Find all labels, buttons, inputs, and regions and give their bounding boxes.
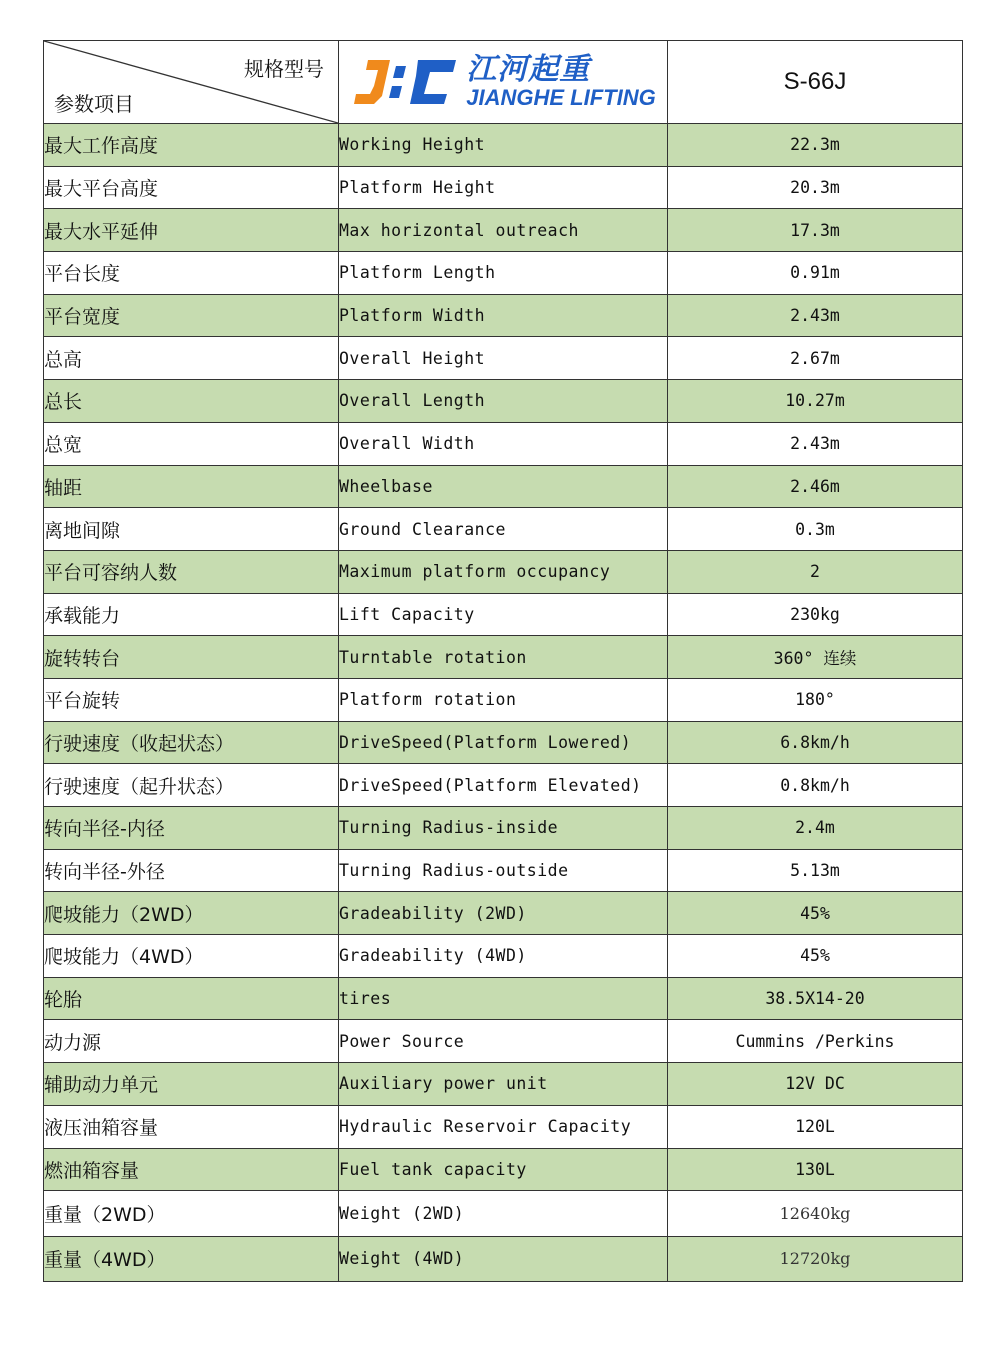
parameter-value: 2	[668, 550, 963, 593]
parameter-chinese: 燃油箱容量	[44, 1148, 339, 1191]
parameter-value: 12720kg	[668, 1236, 963, 1282]
table-row	[44, 977, 963, 1020]
parameter-value: 180°	[668, 678, 963, 721]
jhc-logo-icon	[350, 56, 460, 108]
parameter-english: Platform Width	[339, 294, 668, 337]
diagonal-header-cell	[44, 41, 339, 124]
parameter-chinese: 动力源	[44, 1020, 339, 1063]
parameter-chinese: 总宽	[44, 422, 339, 465]
table-row	[44, 166, 963, 209]
parameter-chinese: 转向半径-内径	[44, 807, 339, 850]
table-row	[44, 807, 963, 850]
parameter-chinese: 轮胎	[44, 977, 339, 1020]
parameter-chinese: 爬坡能力（2WD）	[44, 892, 339, 935]
spec-model-label: 规格型号	[244, 57, 324, 81]
table-row	[44, 1105, 963, 1148]
table-row	[44, 764, 963, 807]
table-row	[44, 252, 963, 295]
parameter-value: 17.3m	[668, 209, 963, 252]
parameter-chinese: 行驶速度（起升状态）	[44, 764, 339, 807]
parameter-chinese: 平台可容纳人数	[44, 550, 339, 593]
table-row	[44, 593, 963, 636]
table-row	[44, 721, 963, 764]
parameter-chinese: 旋转转台	[44, 636, 339, 679]
parameter-chinese: 转向半径-外径	[44, 849, 339, 892]
table-row	[44, 380, 963, 423]
parameter-english: Overall Width	[339, 422, 668, 465]
table-row	[44, 1063, 963, 1106]
parameter-english: Working Height	[339, 124, 668, 167]
parameter-value: 2.67m	[668, 337, 963, 380]
parameter-english: Max horizontal outreach	[339, 209, 668, 252]
table-row	[44, 849, 963, 892]
parameter-value: 2.46m	[668, 465, 963, 508]
parameter-chinese: 总长	[44, 380, 339, 423]
parameter-english: Turning Radius-inside	[339, 807, 668, 850]
table-row	[44, 1148, 963, 1191]
parameter-value: 38.5X14-20	[668, 977, 963, 1020]
table-row	[44, 550, 963, 593]
parameter-chinese: 最大水平延伸	[44, 209, 339, 252]
parameter-english: Hydraulic Reservoir Capacity	[339, 1105, 668, 1148]
parameter-value: 6.8km/h	[668, 721, 963, 764]
parameter-english: Auxiliary power unit	[339, 1063, 668, 1106]
parameter-english: Turning Radius-outside	[339, 849, 668, 892]
parameter-value: 45%	[668, 935, 963, 978]
parameter-english: Power Source	[339, 1020, 668, 1063]
table-row	[44, 465, 963, 508]
parameter-chinese: 平台宽度	[44, 294, 339, 337]
table-row	[44, 678, 963, 721]
spec-table	[43, 40, 963, 1282]
parameter-english: Platform Length	[339, 252, 668, 295]
parameter-chinese: 液压油箱容量	[44, 1105, 339, 1148]
parameter-english: Weight (2WD)	[339, 1191, 668, 1237]
parameter-english: tires	[339, 977, 668, 1020]
parameter-english: Platform rotation	[339, 678, 668, 721]
logo-chinese-name: 江河起重	[466, 52, 591, 87]
parameter-english: Overall Length	[339, 380, 668, 423]
parameter-value: Cummins /Perkins	[668, 1020, 963, 1063]
table-row	[44, 124, 963, 167]
parameter-item-label: 参数项目	[54, 92, 134, 116]
table-row	[44, 294, 963, 337]
model-number: S-66J	[668, 41, 963, 124]
parameter-value: 130L	[668, 1148, 963, 1191]
parameter-english: Ground Clearance	[339, 508, 668, 551]
table-row	[44, 636, 963, 679]
parameter-value: 10.27m	[668, 380, 963, 423]
logo-english-name: JIANGHE LIFTING	[466, 85, 656, 110]
parameter-value: 0.3m	[668, 508, 963, 551]
table-row	[44, 337, 963, 380]
table-row	[44, 1020, 963, 1063]
parameter-english: Weight (4WD)	[339, 1236, 668, 1282]
parameter-chinese: 承载能力	[44, 593, 339, 636]
parameter-value: 360° 连续	[668, 636, 963, 679]
table-row	[44, 1236, 963, 1282]
parameter-value: 12V DC	[668, 1063, 963, 1106]
parameter-chinese: 平台旋转	[44, 678, 339, 721]
parameter-english: DriveSpeed(Platform Elevated)	[339, 764, 668, 807]
parameter-value: 2.4m	[668, 807, 963, 850]
parameter-english: Fuel tank capacity	[339, 1148, 668, 1191]
parameter-value: 120L	[668, 1105, 963, 1148]
parameter-value: 0.8km/h	[668, 764, 963, 807]
parameter-chinese: 重量（4WD）	[44, 1236, 339, 1282]
parameter-chinese: 爬坡能力（4WD）	[44, 935, 339, 978]
parameter-english: Turntable rotation	[339, 636, 668, 679]
parameter-english: Lift Capacity	[339, 593, 668, 636]
company-logo	[339, 41, 667, 123]
parameter-value: 2.43m	[668, 422, 963, 465]
parameter-value: 20.3m	[668, 166, 963, 209]
parameter-value: 230kg	[668, 593, 963, 636]
parameter-english: Overall Height	[339, 337, 668, 380]
logo-cell	[339, 41, 668, 124]
parameter-chinese: 离地间隙	[44, 508, 339, 551]
parameter-value: 5.13m	[668, 849, 963, 892]
table-row	[44, 892, 963, 935]
parameter-chinese: 轴距	[44, 465, 339, 508]
parameter-value: 45%	[668, 892, 963, 935]
parameter-english: DriveSpeed(Platform Lowered)	[339, 721, 668, 764]
header-row	[44, 41, 963, 124]
parameter-chinese: 行驶速度（收起状态）	[44, 721, 339, 764]
parameter-english: Wheelbase	[339, 465, 668, 508]
parameter-value: 2.43m	[668, 294, 963, 337]
parameter-chinese: 最大平台高度	[44, 166, 339, 209]
parameter-english: Platform Height	[339, 166, 668, 209]
parameter-value: 0.91m	[668, 252, 963, 295]
table-row	[44, 508, 963, 551]
table-row	[44, 422, 963, 465]
parameter-english: Gradeability (4WD)	[339, 935, 668, 978]
parameter-chinese: 重量（2WD）	[44, 1191, 339, 1237]
parameter-english: Maximum platform occupancy	[339, 550, 668, 593]
parameter-value: 12640kg	[668, 1191, 963, 1237]
table-row	[44, 209, 963, 252]
parameter-chinese: 辅助动力单元	[44, 1063, 339, 1106]
parameter-chinese: 总高	[44, 337, 339, 380]
parameter-chinese: 最大工作高度	[44, 124, 339, 167]
table-row	[44, 935, 963, 978]
table-row	[44, 1191, 963, 1237]
parameter-chinese: 平台长度	[44, 252, 339, 295]
parameter-value: 22.3m	[668, 124, 963, 167]
parameter-english: Gradeability (2WD)	[339, 892, 668, 935]
spec-sheet	[43, 40, 962, 1282]
